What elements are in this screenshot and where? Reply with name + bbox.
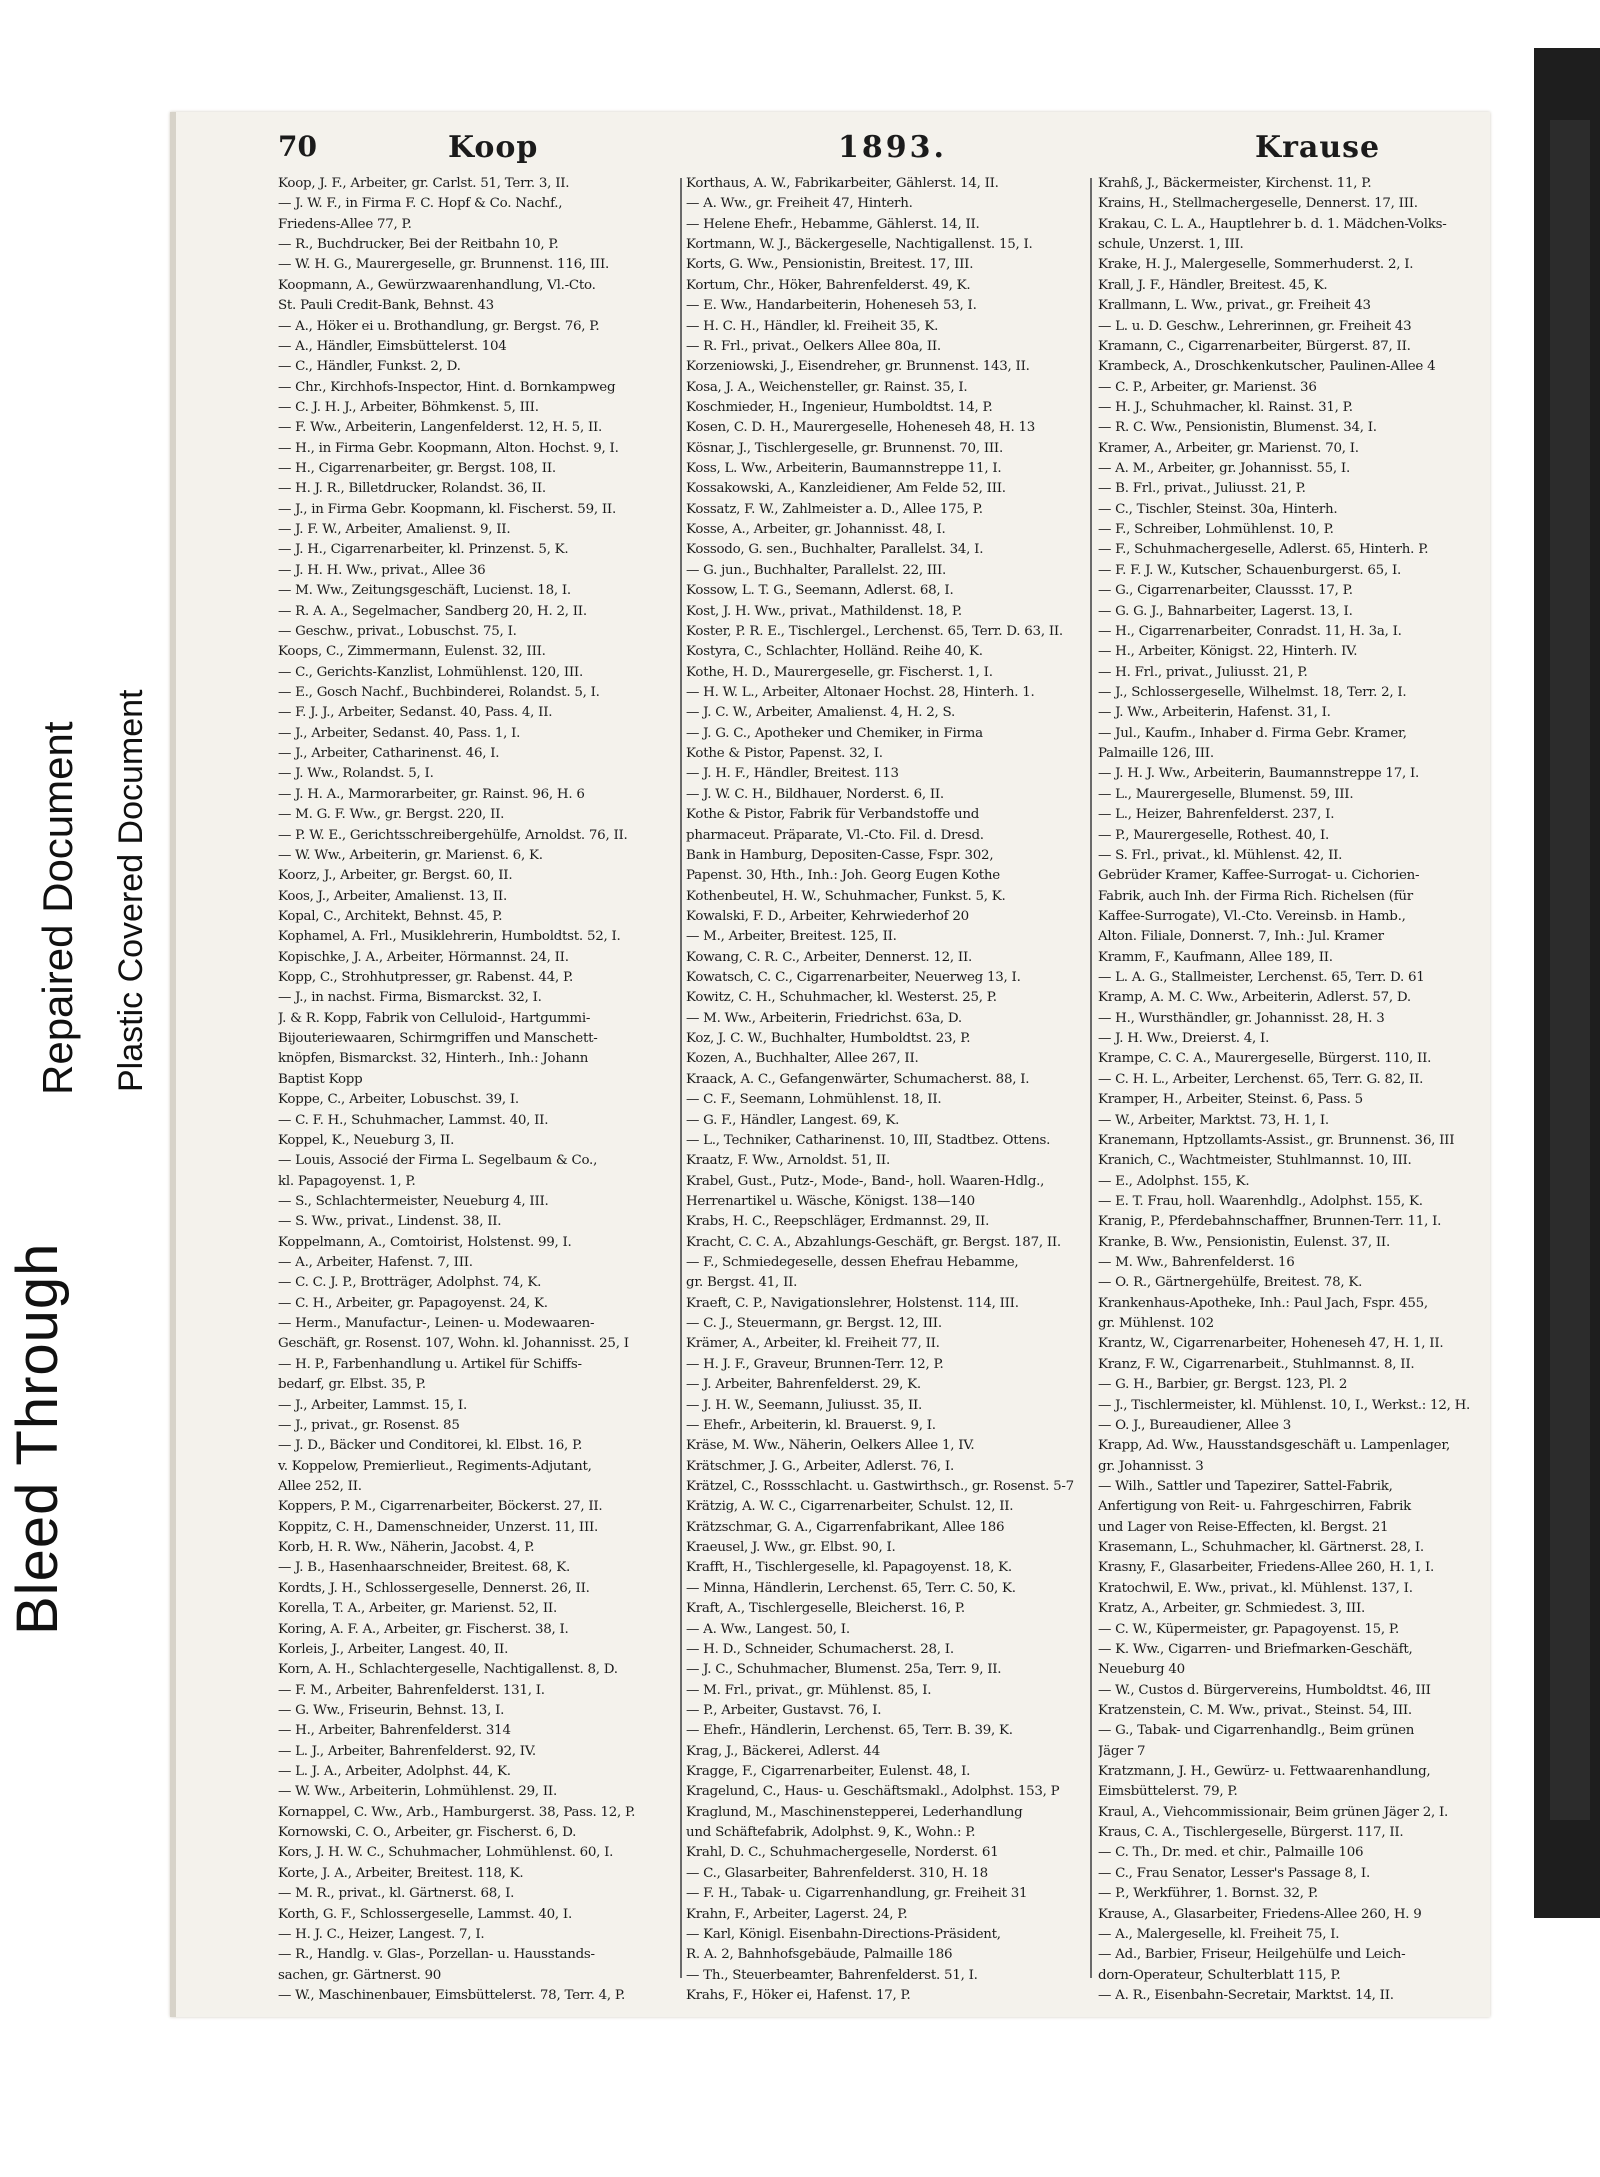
directory-entry-line: — W., Maschinenbauer, Eimsbüttelerst. 78, Terr. 4, P. xyxy=(278,1987,625,2003)
directory-entry-line: Kophamel, A. Frl., Musiklehrerin, Humboldtst. 52, I. xyxy=(278,929,621,945)
directory-entry-line: Kratzmann, J. H., Gewürz- u. Fettwaarenhandlung, xyxy=(1098,1764,1431,1780)
directory-entry-line: Kortmann, W. J., Bäckergeselle, Nachtigallenst. 15, I. xyxy=(686,237,1033,253)
directory-entry-line: — M. Ww., Bahrenfelderst. 16 xyxy=(1098,1255,1295,1271)
directory-entry-line: Krains, H., Stellmachergeselle, Dennerst. 17, III. xyxy=(1098,196,1418,212)
page-header xyxy=(0,130,1600,174)
directory-entry-line: — W. Ww., Arbeiterin, gr. Marienst. 6, K. xyxy=(278,847,543,863)
directory-entry-line: Kranz, F. W., Cigarrenarbeit., Stuhlmannst. 8, II. xyxy=(1098,1356,1415,1372)
directory-entry-line: Kozen, A., Buchhalter, Allee 267, II. xyxy=(686,1051,919,1067)
directory-column-1 xyxy=(278,174,678,2006)
directory-entry-line: Kratochwil, E. Ww., privat., kl. Mühlenst. 137, I. xyxy=(1098,1580,1413,1596)
directory-entry-line: Bijouteriewaaren, Schirmgriffen und Manschett- xyxy=(278,1031,598,1047)
directory-entry-line: — J., Arbeiter, Sedanst. 40, Pass. 1, I. xyxy=(278,725,521,741)
directory-entry-line: — G. H., Barbier, gr. Bergst. 123, Pl. 2 xyxy=(1098,1377,1348,1393)
directory-entry-line: Koring, A. F. A., Arbeiter, gr. Fischerst. 38, I. xyxy=(278,1621,569,1637)
directory-entry-line: — S. Ww., privat., Lindenst. 38, II. xyxy=(278,1214,502,1230)
directory-entry-line: Kranich, C., Wachtmeister, Stuhlmannst. 10, III. xyxy=(1098,1153,1412,1169)
directory-entry-line: Kranke, B. Ww., Pensionistin, Eulenst. 37, II. xyxy=(1098,1234,1390,1250)
directory-entry-line: — H. W. L., Arbeiter, Altonaer Hochst. 28, Hinterh. 1. xyxy=(686,684,1035,700)
directory-entry-line: — W., Custos d. Bürgervereins, Humboldtst. 46, III xyxy=(1098,1682,1431,1698)
directory-entry-line: und Schäftefabrik, Adolphst. 9, K., Wohn.: P. xyxy=(686,1825,976,1841)
directory-entry-line: — C. H., Arbeiter, gr. Papagoyenst. 24, K. xyxy=(278,1295,548,1311)
directory-entry-line: J. & R. Kopp, Fabrik von Celluloid-, Hartgummi- xyxy=(278,1010,591,1026)
directory-entry-line: — E. Ww., Handarbeiterin, Hoheneseh 53, I. xyxy=(686,298,977,314)
directory-entry-line: — A., Arbeiter, Hafenst. 7, III. xyxy=(278,1255,473,1271)
directory-entry-line: — C., Frau Senator, Lesser's Passage 8, I. xyxy=(1098,1865,1370,1881)
directory-entry-line: — R. C. Ww., Pensionistin, Blumenst. 34, I. xyxy=(1098,420,1377,436)
directory-entry-line: — P., Werkführer, 1. Bornst. 32, P. xyxy=(1098,1886,1318,1902)
directory-entry-line: Kowang, C. R. C., Arbeiter, Dennerst. 12, II. xyxy=(686,949,973,965)
directory-entry-line: — M. R., privat., kl. Gärtnerst. 68, I. xyxy=(278,1886,515,1902)
directory-entry-line: Korleis, J., Arbeiter, Langest. 40, II. xyxy=(278,1641,509,1657)
directory-entry-line: — C. P., Arbeiter, gr. Marienst. 36 xyxy=(1098,379,1317,395)
directory-entry-line: — H., Cigarrenarbeiter, gr. Bergst. 108, II. xyxy=(278,461,556,477)
directory-entry-line: Krake, H. J., Malergeselle, Sommerhuderst. 2, I. xyxy=(1098,257,1414,273)
directory-entry-line: — Ehefr., Arbeiterin, kl. Brauerst. 9, I. xyxy=(686,1417,936,1433)
directory-entry-line: Kowalski, F. D., Arbeiter, Kehrwiederhof 20 xyxy=(686,908,969,924)
directory-entry-line: — W., Arbeiter, Marktst. 73, H. 1, I. xyxy=(1098,1112,1329,1128)
directory-entry-line: Kaffee-Surrogate), Vl.-Cto. Vereinsb. in Hamb., xyxy=(1098,908,1406,924)
directory-entry-line: Kostyra, C., Schlachter, Holländ. Reihe 40, K. xyxy=(686,644,983,660)
directory-entry-line: — M. Frl., privat., gr. Mühlenst. 85, I. xyxy=(686,1682,932,1698)
directory-entry-line: gr. Bergst. 41, II. xyxy=(686,1275,798,1291)
directory-entry-line: — J. Ww., Rolandst. 5, I. xyxy=(278,766,434,782)
directory-entry-line: Koppelmann, A., Comtoirist, Holstenst. 99, I. xyxy=(278,1234,572,1250)
directory-entry-line: Kraul, A., Viehcommissionair, Beim grünen Jäger 2, I. xyxy=(1098,1804,1449,1820)
directory-entry-line: Koster, P. R. E., Tischlergel., Lerchenst. 65, Terr. D. 63, II. xyxy=(686,623,1063,639)
directory-entry-line: — A., Malergeselle, kl. Freiheit 75, I. xyxy=(1098,1926,1340,1942)
directory-entry-line: Krasemann, L., Schuhmacher, kl. Gärtnerst. 28, I. xyxy=(1098,1540,1424,1556)
directory-column-2 xyxy=(686,174,1086,2006)
directory-entry-line: Krasny, F., Glasarbeiter, Friedens-Allee 260, H. 1, I. xyxy=(1098,1560,1434,1576)
header-year: 1893. xyxy=(838,130,947,165)
directory-entry-line: — J. Arbeiter, Bahrenfelderst. 29, K. xyxy=(686,1377,921,1393)
directory-entry-line: Kossatz, F. W., Zahlmeister a. D., Allee 175, P. xyxy=(686,501,983,517)
directory-entry-line: Palmaille 126, III. xyxy=(1098,746,1214,762)
directory-entry-line: Kosen, C. D. H., Maurergeselle, Hoheneseh 48, H. 13 xyxy=(686,420,1036,436)
directory-entry-line: Krahl, D. C., Schuhmachergeselle, Norderst. 61 xyxy=(686,1845,999,1861)
directory-entry-line: — H. J., Schuhmacher, kl. Rainst. 31, P. xyxy=(1098,399,1353,415)
directory-entry-line: Kramer, A., Arbeiter, gr. Marienst. 70, I. xyxy=(1098,440,1359,456)
directory-entry-line: Krall, J. F., Händler, Breitest. 45, K. xyxy=(1098,277,1328,293)
directory-entry-line: — H. J. C., Heizer, Langest. 7, I. xyxy=(278,1926,485,1942)
directory-entry-line: — Chr., Kirchhofs-Inspector, Hint. d. Bornkampweg xyxy=(278,379,616,395)
directory-entry-line: — J. H. A., Marmorarbeiter, gr. Rainst. 96, H. 6 xyxy=(278,786,585,802)
directory-entry-line: — Minna, Händlerin, Lerchenst. 65, Terr. C. 50, K. xyxy=(686,1580,1016,1596)
directory-entry-line: — H., Arbeiter, Bahrenfelderst. 314 xyxy=(278,1723,511,1739)
directory-entry-line: — J., in Firma Gebr. Koopmann, kl. Fischerst. 59, II. xyxy=(278,501,616,517)
directory-entry-line: — Jul., Kaufm., Inhaber d. Firma Gebr. Kramer, xyxy=(1098,725,1407,741)
directory-entry-line: Kornowski, C. O., Arbeiter, gr. Fischerst. 6, D. xyxy=(278,1825,577,1841)
directory-entry-line: Kosa, J. A., Weichensteller, gr. Rainst. 35, I. xyxy=(686,379,968,395)
directory-entry-line: — Wilh., Sattler und Tapezirer, Sattel-Fabrik, xyxy=(1098,1479,1393,1494)
directory-entry-line: Kracht, C. C. A., Abzahlungs-Geschäft, gr. Bergst. 187, II. xyxy=(686,1234,1061,1250)
directory-entry-line: Kopischke, J. A., Arbeiter, Hörmannst. 24, II. xyxy=(278,949,569,965)
directory-entry-line: Kraeusel, J. Ww., gr. Elbst. 90, I. xyxy=(686,1540,896,1556)
directory-entry-line: — M. Ww., Zeitungsgeschäft, Lucienst. 18, I. xyxy=(278,583,571,599)
directory-entry-line: Korzeniowski, J., Eisendreher, gr. Brunnenst. 143, II. xyxy=(686,359,1030,375)
directory-entry-line: — C. J., Steuermann, gr. Bergst. 12, III. xyxy=(686,1316,942,1332)
directory-entry-line: Kranig, P., Pferdebahnschaffner, Brunnen-Terr. 11, I. xyxy=(1098,1214,1442,1230)
directory-entry-line: — M. G. F. Ww., gr. Bergst. 220, II. xyxy=(278,807,505,823)
directory-entry-line: Friedens-Allee 77, P. xyxy=(278,216,412,232)
directory-entry-line: — J. H. J. Ww., Arbeiterin, Baumannstreppe 17, I. xyxy=(1098,766,1420,782)
directory-entry-line: — G. F., Händler, Langest. 69, K. xyxy=(686,1112,900,1128)
directory-entry-line: — L. J., Arbeiter, Bahrenfelderst. 92, IV. xyxy=(278,1743,536,1759)
directory-entry-line: Kothe, H. D., Maurergeselle, gr. Fischerst. 1, I. xyxy=(686,664,993,680)
directory-entry-line: Krampe, C. C. A., Maurergeselle, Bürgerst. 110, II. xyxy=(1098,1051,1432,1067)
directory-entry-line: — J., Arbeiter, Catharinenst. 46, I. xyxy=(278,746,500,762)
directory-entry-line: Koppel, K., Neueburg 3, II. xyxy=(278,1132,455,1148)
directory-entry-line: — C. H. L., Arbeiter, Lerchenst. 65, Terr. G. 82, II. xyxy=(1098,1071,1424,1087)
directory-entry-line: — F. Ww., Arbeiterin, Langenfelderst. 12, H. 5, II. xyxy=(278,420,603,436)
directory-entry-line: — W. H. G., Maurergeselle, gr. Brunnenst. 116, III. xyxy=(278,257,609,273)
directory-entry-line: St. Pauli Credit-Bank, Behnst. 43 xyxy=(278,298,494,314)
directory-entry-line: v. Koppelow, Premierlieut., Regiments-Adjutant, xyxy=(278,1458,592,1474)
directory-entry-line: — K. Ww., Cigarren- und Briefmarken-Geschäft, xyxy=(1098,1641,1413,1657)
directory-entry-line: knöpfen, Bismarckst. 32, Hinterh., Inh.: Johann xyxy=(278,1051,589,1067)
directory-entry-line: Herrenartikel u. Wäsche, Königst. 138—140 xyxy=(686,1193,975,1209)
directory-entry-line: Krambeck, A., Droschkenkutscher, Paulinen-Allee 4 xyxy=(1098,359,1436,375)
directory-entry-line: — J., Schlossergeselle, Wilhelmst. 18, Terr. 2, I. xyxy=(1098,684,1407,700)
directory-entry-line: — A. Ww., gr. Freiheit 47, Hinterh. xyxy=(686,196,913,212)
directory-entry-line: — R. A. A., Segelmacher, Sandberg 20, H. 2, II. xyxy=(278,603,587,619)
directory-entry-line: Krätzel, C., Rossschlacht. u. Gastwirthsch., gr. Rosenst. 5-7 xyxy=(686,1479,1074,1494)
directory-entry-line: Kramp, A. M. C. Ww., Arbeiterin, Adlerst. 57, D. xyxy=(1098,990,1411,1006)
directory-entry-line: Kragge, F., Cigarrenarbeiter, Eulenst. 48, I. xyxy=(686,1764,971,1780)
directory-entry-line: Kramann, C., Cigarrenarbeiter, Bürgerst. 87, II. xyxy=(1098,338,1411,354)
directory-entry-line: — Helene Ehefr., Hebamme, Gählerst. 14, II. xyxy=(686,216,980,232)
directory-entry-line: Korthaus, A. W., Fabrikarbeiter, Gählerst. 14, II. xyxy=(686,176,999,191)
directory-entry-line: — W. Ww., Arbeiterin, Lohmühlenst. 29, II. xyxy=(278,1784,557,1800)
directory-entry-line: — F. H., Tabak- u. Cigarrenhandlung, gr. Freiheit 31 xyxy=(686,1886,1028,1902)
directory-entry-line: — J. H. H. Ww., privat., Allee 36 xyxy=(278,562,486,578)
directory-entry-line: Neueburg 40 xyxy=(1098,1662,1185,1678)
directory-entry-line: Krakau, C. L. A., Hauptlehrer b. d. 1. Mädchen-Volks- xyxy=(1098,216,1447,232)
directory-entry-line: dorn-Operateur, Schulterblatt 115, P. xyxy=(1098,1967,1341,1983)
directory-entry-line: — G., Tabak- und Cigarrenhandlg., Beim grünen xyxy=(1098,1723,1415,1739)
directory-entry-line: Anfertigung von Reit- u. Fahrgeschirren, Fabrik xyxy=(1098,1499,1411,1515)
directory-entry-line: Kosse, A., Arbeiter, gr. Johannisst. 48, I. xyxy=(686,522,946,538)
directory-entry-line: — G. G. J., Bahnarbeiter, Lagerst. 13, I. xyxy=(1098,603,1353,619)
directory-entry-line: pharmaceut. Präparate, Vl.-Cto. Fil. d. Dresd. xyxy=(686,827,984,843)
directory-entry-line: Kowatsch, C. C., Cigarrenarbeiter, Neuerweg 13, I. xyxy=(686,970,1021,986)
directory-entry-line: — Th., Steuerbeamter, Bahrenfelderst. 51, I. xyxy=(686,1967,978,1983)
directory-entry-line: — Geschw., privat., Lobuschst. 75, I. xyxy=(278,623,517,639)
directory-entry-line: — J., Arbeiter, Lammst. 15, I. xyxy=(278,1397,467,1413)
directory-entry-line: Alton. Filiale, Donnerst. 7, Inh.: Jul. Kramer xyxy=(1098,929,1384,945)
directory-entry-line: Koops, C., Zimmermann, Eulenst. 32, III. xyxy=(278,644,546,660)
plastic-covered-label: Plastic Covered Document xyxy=(112,689,150,1092)
directory-entry-line: Krätschmer, J. G., Arbeiter, Adlerst. 76, I. xyxy=(686,1458,954,1474)
directory-entry-line: Koos, J., Arbeiter, Amalienst. 13, II. xyxy=(278,888,507,904)
repaired-document-label: Repaired Document xyxy=(34,721,81,1095)
directory-entry-line: Koppe, C., Arbeiter, Lobuschst. 39, I. xyxy=(278,1092,519,1108)
directory-entry-line: — O. R., Gärtnergehülfe, Breitest. 78, K. xyxy=(1098,1275,1363,1291)
directory-entry-line: — J. F. W., Arbeiter, Amalienst. 9, II. xyxy=(278,522,511,538)
directory-entry-line: Krabs, H. C., Reepschläger, Erdmannst. 29, II. xyxy=(686,1214,990,1230)
directory-entry-line: — G. jun., Buchhalter, Parallelst. 22, III. xyxy=(686,562,947,578)
directory-entry-line: Kramper, H., Arbeiter, Steinst. 6, Pass. 5 xyxy=(1098,1092,1363,1108)
directory-entry-line: — C. C. J. P., Brotträger, Adolphst. 74, K. xyxy=(278,1275,542,1291)
directory-entry-line: Krankenhaus-Apotheke, Inh.: Paul Jach, Fspr. 455, xyxy=(1098,1295,1428,1311)
directory-entry-line: — H. J. R., Billetdrucker, Rolandst. 36, II. xyxy=(278,481,546,497)
directory-entry-line: — O. J., Bureaudiener, Allee 3 xyxy=(1098,1417,1291,1433)
directory-entry-line: Kraack, A. C., Gefangenwärter, Schumacherst. 88, I. xyxy=(686,1071,1030,1087)
directory-entry-line: — C. W., Küpermeister, gr. Papagoyenst. 15, P. xyxy=(1098,1621,1399,1637)
directory-entry-line: Gebrüder Kramer, Kaffee-Surrogat- u. Cichorien- xyxy=(1098,868,1420,884)
directory-entry-line: Kranemann, Hptzollamts-Assist., gr. Brunnenst. 36, III xyxy=(1098,1132,1455,1148)
directory-entry-line: Krapp, Ad. Ww., Hausstandsgeschäft u. Lampenlager, xyxy=(1098,1438,1451,1454)
directory-entry-line: Koz, J. C. W., Buchhalter, Humboldtst. 23, P. xyxy=(686,1031,971,1047)
directory-entry-line: — C., Händler, Funkst. 2, D. xyxy=(278,359,461,375)
directory-entry-line: — J. Ww., Arbeiterin, Hafenst. 31, I. xyxy=(1098,705,1331,721)
directory-entry-line: Krause, A., Glasarbeiter, Friedens-Allee 260, H. 9 xyxy=(1098,1906,1422,1922)
directory-entry-line: Fabrik, auch Inh. der Firma Rich. Richelsen (für xyxy=(1098,888,1413,904)
directory-entry-line: — C. F. H., Schuhmacher, Lammst. 40, II. xyxy=(278,1112,549,1128)
directory-entry-line: Krantz, W., Cigarrenarbeiter, Hoheneseh 47, H. 1, II. xyxy=(1098,1336,1444,1352)
directory-entry-line: Koppitz, C. H., Damenschneider, Unzerst. 11, III. xyxy=(278,1519,599,1535)
directory-entry-line: Koopmann, A., Gewürzwaarenhandlung, Vl.-Cto. xyxy=(278,277,596,293)
directory-entry-line: Korth, G. F., Schlossergeselle, Lammst. 40, I. xyxy=(278,1906,572,1922)
directory-entry-line: Krämer, A., Arbeiter, kl. Freiheit 77, II. xyxy=(686,1336,940,1352)
directory-entry-line: — P., Maurergeselle, Rothest. 40, I. xyxy=(1098,827,1329,843)
directory-entry-line: — C., Gerichts-Kanzlist, Lohmühlenst. 120, III. xyxy=(278,664,583,680)
directory-entry-line: Krätzig, A. W. C., Cigarrenarbeiter, Schulst. 12, II. xyxy=(686,1499,1014,1515)
directory-entry-line: — E., Adolphst. 155, K. xyxy=(1098,1173,1250,1189)
directory-entry-line: Kratzenstein, C. M. Ww., privat., Steinst. 54, III. xyxy=(1098,1702,1412,1718)
directory-entry-line: — G. Ww., Friseurin, Behnst. 13, I. xyxy=(278,1702,505,1718)
directory-entry-line: — S. Frl., privat., kl. Mühlenst. 42, II. xyxy=(1098,847,1343,863)
directory-entry-line: — J. C., Schuhmacher, Blumenst. 25a, Terr. 9, II. xyxy=(686,1662,1002,1678)
directory-entry-line: Koppers, P. M., Cigarrenarbeiter, Böckerst. 27, II. xyxy=(278,1499,603,1515)
directory-entry-line: — H. D., Schneider, Schumacherst. 28, I. xyxy=(686,1641,954,1657)
directory-entry-line: Krag, J., Bäckerei, Adlerst. 44 xyxy=(686,1743,880,1759)
directory-column-3 xyxy=(1098,174,1492,2006)
directory-entry-line: — F. M., Arbeiter, Bahrenfelderst. 131, I. xyxy=(278,1682,545,1698)
directory-entry-line: — E., Gosch Nachf., Buchbinderei, Rolandst. 5, I. xyxy=(278,684,600,700)
directory-entry-line: Kortum, Chr., Höker, Bahrenfelderst. 49, K. xyxy=(686,277,971,293)
directory-entry-line: Kösnar, J., Tischlergeselle, gr. Brunnenst. 70, III. xyxy=(686,440,1003,456)
directory-entry-line: Kraeft, C. P., Navigationslehrer, Holstenst. 114, III. xyxy=(686,1295,1019,1311)
directory-columns xyxy=(0,174,1600,2003)
directory-entry-line: — H., Cigarrenarbeiter, Conradst. 11, H. 3a, I. xyxy=(1098,623,1402,639)
directory-entry-line: Korts, G. Ww., Pensionistin, Breitest. 17, III. xyxy=(686,257,974,273)
directory-entry-line: — R. Frl., privat., Oelkers Allee 80a, II. xyxy=(686,338,941,354)
directory-entry-line: Kraglund, M., Maschinenstepperei, Lederhandlung xyxy=(686,1804,1023,1820)
directory-entry-line: Korn, A. H., Schlachtergeselle, Nachtigallenst. 8, D. xyxy=(278,1662,618,1678)
directory-entry-line: Krahn, F., Arbeiter, Lagerst. 24, P. xyxy=(686,1906,908,1922)
directory-entry-line: — J. G. C., Apotheker und Chemiker, in Firma xyxy=(686,725,983,741)
directory-entry-line: — M. Ww., Arbeiterin, Friedrichst. 63a, D. xyxy=(686,1010,962,1026)
directory-entry-line: Kragelund, C., Haus- u. Geschäftsmakl., Adolphst. 153, P xyxy=(686,1784,1060,1800)
directory-entry-line: — G., Cigarrenarbeiter, Claussst. 17, P. xyxy=(1098,583,1353,599)
directory-entry-line: — F., Schmiedegeselle, dessen Ehefrau Hebamme, xyxy=(686,1255,1019,1271)
header-last-entry: Krause xyxy=(1255,130,1381,165)
directory-entry-line: Korb, H. R. Ww., Näherin, Jacobst. 4, P. xyxy=(278,1540,535,1556)
directory-entry-line: Kornappel, C. Ww., Arb., Hamburgerst. 38, Pass. 12, P. xyxy=(278,1804,636,1820)
directory-entry-line: — E. T. Frau, holl. Waarenhdlg., Adolphst. 155, K. xyxy=(1098,1193,1423,1209)
directory-entry-line: Korte, J. A., Arbeiter, Breitest. 118, K. xyxy=(278,1865,524,1881)
directory-entry-line: — L. u. D. Geschw., Lehrerinnen, gr. Freiheit 43 xyxy=(1098,318,1412,334)
directory-entry-line: Geschäft, gr. Rosenst. 107, Wohn. kl. Johannisst. 25, I xyxy=(278,1336,629,1352)
directory-entry-line: Koss, L. Ww., Arbeiterin, Baumannstreppe 11, I. xyxy=(686,461,1002,477)
directory-entry-line: — B. Frl., privat., Juliusst. 21, P. xyxy=(1098,481,1306,497)
directory-entry-line: Kordts, J. H., Schlossergeselle, Dennerst. 26, II. xyxy=(278,1580,590,1596)
directory-entry-line: — M., Arbeiter, Breitest. 125, II. xyxy=(686,929,897,945)
directory-entry-line: — J. H. F., Händler, Breitest. 113 xyxy=(686,766,899,782)
page-number: 70 xyxy=(278,130,317,163)
directory-entry-line: — F. F. J. W., Kutscher, Schauenburgerst. 65, I. xyxy=(1098,562,1402,578)
directory-entry-line: Papenst. 30, Hth., Inh.: Joh. Georg Eugen Kothe xyxy=(686,868,1000,884)
directory-entry-line: — Louis, Associé der Firma L. Segelbaum & Co., xyxy=(278,1153,598,1169)
directory-entry-line: — L. A. G., Stallmeister, Lerchenst. 65, Terr. D. 61 xyxy=(1098,970,1425,986)
directory-entry-line: — C. J. H. J., Arbeiter, Böhmkenst. 5, III. xyxy=(278,399,539,415)
directory-entry-line: Kossakowski, A., Kanzleidiener, Am Felde 52, III. xyxy=(686,481,1006,497)
directory-entry-line: Kowitz, C. H., Schuhmacher, kl. Westerst. 25, P. xyxy=(686,990,997,1006)
directory-entry-line: gr. Johannisst. 3 xyxy=(1098,1458,1204,1474)
directory-entry-line: kl. Papagoyenst. 1, P. xyxy=(278,1173,416,1189)
directory-entry-line: — J. B., Hasenhaarschneider, Breitest. 68, K. xyxy=(278,1560,571,1576)
directory-entry-line: — J., privat., gr. Rosenst. 85 xyxy=(278,1417,460,1433)
directory-entry-line: Kothe & Pistor, Papenst. 32, I. xyxy=(686,746,883,762)
directory-entry-line: — J., in nachst. Firma, Bismarckst. 32, I. xyxy=(278,990,542,1006)
directory-entry-line: Jäger 7 xyxy=(1098,1743,1146,1759)
directory-entry-line: Kratz, A., Arbeiter, gr. Schmiedest. 3, III. xyxy=(1098,1601,1366,1617)
directory-entry-line: — L. J. A., Arbeiter, Adolphst. 44, K. xyxy=(278,1764,511,1780)
directory-entry-line: Kopp, C., Strohhutpresser, gr. Rabenst. 44, P. xyxy=(278,970,574,986)
directory-entry-line: — C., Glasarbeiter, Bahrenfelderst. 310, H. 18 xyxy=(686,1865,988,1881)
directory-entry-line: — P., Arbeiter, Gustavst. 76, I. xyxy=(686,1702,882,1718)
directory-entry-line: Allee 252, II. xyxy=(278,1479,362,1494)
directory-entry-line: — C., Tischler, Steinst. 30a, Hinterh. xyxy=(1098,501,1338,517)
directory-entry-line: Eimsbüttelerst. 79, P. xyxy=(1098,1784,1238,1800)
directory-entry-line: — C. F., Seemann, Lohmühlenst. 18, II. xyxy=(686,1092,942,1108)
directory-entry-line: — Ehefr., Händlerin, Lerchenst. 65, Terr. B. 39, K. xyxy=(686,1723,1013,1739)
directory-entry-line: — J. D., Bäcker und Conditorei, kl. Elbst. 16, P. xyxy=(278,1438,583,1454)
directory-entry-line: Krallmann, L. Ww., privat., gr. Freiheit 43 xyxy=(1098,298,1371,314)
directory-entry-line: — J. H., Cigarrenarbeiter, kl. Prinzenst. 5, K. xyxy=(278,542,569,558)
directory-entry-line: — J. H. Ww., Dreierst. 4, I. xyxy=(1098,1031,1270,1047)
directory-entry-line: — A. M., Arbeiter, gr. Johannisst. 55, I. xyxy=(1098,461,1350,477)
directory-entry-line: Kothenbeutel, H. W., Schuhmacher, Funkst. 5, K. xyxy=(686,888,1006,904)
directory-entry-line: Bank in Hamburg, Depositen-Casse, Fspr. 302, xyxy=(686,847,994,863)
directory-entry-line: gr. Mühlenst. 102 xyxy=(1098,1316,1214,1332)
directory-entry-line: Kors, J. H. W. C., Schuhmacher, Lohmühlenst. 60, I. xyxy=(278,1845,614,1861)
directory-entry-line: — P. W. E., Gerichtsschreibergehülfe, Arnoldst. 76, II. xyxy=(278,827,628,843)
directory-entry-line: Kraus, C. A., Tischlergeselle, Bürgerst. 117, II. xyxy=(1098,1825,1404,1841)
directory-entry-line: Kraft, A., Tischlergeselle, Bleicherst. 16, P. xyxy=(686,1601,965,1617)
directory-entry-line: Krahß, J., Bäckermeister, Kirchenst. 11, P. xyxy=(1098,176,1372,191)
directory-entry-line: — L., Heizer, Bahrenfelderst. 237, I. xyxy=(1098,807,1335,823)
directory-entry-line: Korella, T. A., Arbeiter, gr. Marienst. 52, II. xyxy=(278,1601,557,1617)
directory-entry-line: — H., Arbeiter, Königst. 22, Hinterh. IV. xyxy=(1098,644,1358,660)
directory-entry-line: Krahs, F., Höker ei, Hafenst. 17, P. xyxy=(686,1987,911,2003)
directory-entry-line: — Karl, Königl. Eisenbahn-Directions-Präsident, xyxy=(686,1926,1001,1942)
directory-entry-line: — Herm., Manufactur-, Leinen- u. Modewaaren- xyxy=(278,1316,595,1332)
directory-entry-line: Kost, J. H. Ww., privat., Mathildenst. 18, P. xyxy=(686,603,962,619)
directory-entry-line: Krätzschmar, G. A., Cigarrenfabrikant, Allee 186 xyxy=(686,1519,1005,1535)
directory-entry-line: Kossow, L. T. G., Seemann, Adlerst. 68, I. xyxy=(686,583,954,599)
directory-entry-line: — F., Schreiber, Lohmühlenst. 10, P. xyxy=(1098,522,1334,538)
directory-entry-line: Koschmieder, H., Ingenieur, Humboldtst. 14, P. xyxy=(686,399,993,415)
directory-entry-line: — L., Techniker, Catharinenst. 10, III, Stadtbez. Ottens. xyxy=(686,1132,1051,1148)
directory-entry-line: Koorz, J., Arbeiter, gr. Bergst. 60, II. xyxy=(278,868,513,884)
directory-entry-line: — A. R., Eisenbahn-Secretair, Marktst. 14, II. xyxy=(1098,1987,1394,2003)
directory-entry-line: — J. H. W., Seemann, Juliusst. 35, II. xyxy=(686,1397,923,1413)
header-first-entry: Koop xyxy=(448,130,539,165)
directory-entry-line: — C. Th., Dr. med. et chir., Palmaille 106 xyxy=(1098,1845,1364,1861)
directory-entry-line: — S., Schlachtermeister, Neueburg 4, III. xyxy=(278,1193,549,1209)
directory-entry-line: Krabel, Gust., Putz-, Mode-, Band-, holl. Waaren-Hdlg., xyxy=(686,1173,1045,1189)
directory-entry-line: — H. P., Farbenhandlung u. Artikel für Schiffs- xyxy=(278,1356,582,1372)
directory-entry-line: — F., Schuhmachergeselle, Adlerst. 65, Hinterh. P. xyxy=(1098,542,1429,558)
directory-entry-line: Kräse, M. Ww., Näherin, Oelkers Allee 1, IV. xyxy=(686,1438,975,1454)
directory-entry-line: — H. J. F., Graveur, Brunnen-Terr. 12, P. xyxy=(686,1356,944,1372)
directory-entry-line: Kossodo, G. sen., Buchhalter, Parallelst. 34, I. xyxy=(686,542,984,558)
directory-entry-line: — A. Ww., Langest. 50, I. xyxy=(686,1621,850,1637)
directory-entry-line: Kothe & Pistor, Fabrik für Verbandstoffe und xyxy=(686,807,980,823)
directory-entry-line: — H. C. H., Händler, kl. Freiheit 35, K. xyxy=(686,318,939,334)
directory-entry-line: Kraatz, F. Ww., Arnoldst. 51, II. xyxy=(686,1153,890,1169)
directory-entry-line: und Lager von Reise-Effecten, kl. Bergst. 21 xyxy=(1098,1519,1389,1535)
directory-entry-line: — F. J. J., Arbeiter, Sedanst. 40, Pass. 4, II. xyxy=(278,705,553,721)
directory-entry-line: — J., Tischlermeister, kl. Mühlenst. 10, I., Werkst.: 12, H. xyxy=(1098,1397,1471,1413)
directory-entry-line: — J. W. F., in Firma F. C. Hopf & Co. Nachf., xyxy=(278,196,563,212)
directory-entry-line: R. A. 2, Bahnhofsgebäude, Palmaille 186 xyxy=(686,1947,953,1963)
directory-entry-line: — Ad., Barbier, Friseur, Heilgehülfe und Leich- xyxy=(1098,1947,1406,1963)
directory-entry-line: schule, Unzerst. 1, III. xyxy=(1098,237,1244,253)
directory-entry-line: — H. Frl., privat., Juliusst. 21, P. xyxy=(1098,664,1308,680)
directory-entry-line: — J. C. W., Arbeiter, Amalienst. 4, H. 2, S. xyxy=(686,705,955,721)
bleed-through-label: Bleed Through xyxy=(5,1242,70,1635)
directory-entry-line: Krafft, H., Tischlergeselle, kl. Papagoyenst. 18, K. xyxy=(686,1560,1012,1576)
directory-entry-line: bedarf, gr. Elbst. 35, P. xyxy=(278,1377,426,1393)
directory-entry-line: — A., Händler, Eimsbüttelerst. 104 xyxy=(278,338,507,354)
directory-entry-line: — R., Handlg. v. Glas-, Porzellan- u. Hausstands- xyxy=(278,1947,595,1963)
directory-entry-line: — R., Buchdrucker, Bei der Reitbahn 10, P. xyxy=(278,237,559,253)
directory-entry-line: — L., Maurergeselle, Blumenst. 59, III. xyxy=(1098,786,1354,802)
directory-entry-line: Koop, J. F., Arbeiter, gr. Carlst. 51, Terr. 3, II. xyxy=(278,176,570,191)
directory-entry-line: — H., Wursthändler, gr. Johannisst. 28, H. 3 xyxy=(1098,1010,1385,1026)
directory-entry-line: — H., in Firma Gebr. Koopmann, Alton. Hochst. 9, I. xyxy=(278,440,619,456)
directory-entry-line: — J. W. C. H., Bildhauer, Norderst. 6, II. xyxy=(686,786,944,802)
directory-entry-line: Kramm, F., Kaufmann, Allee 189, II. xyxy=(1098,949,1333,965)
directory-entry-line: sachen, gr. Gärtnerst. 90 xyxy=(278,1967,442,1983)
directory-entry-line: Baptist Kopp xyxy=(278,1071,363,1087)
directory-entry-line: — A., Höker ei u. Brothandlung, gr. Bergst. 76, P. xyxy=(278,318,600,334)
directory-entry-line: Kopal, C., Architekt, Behnst. 45, P. xyxy=(278,908,503,924)
